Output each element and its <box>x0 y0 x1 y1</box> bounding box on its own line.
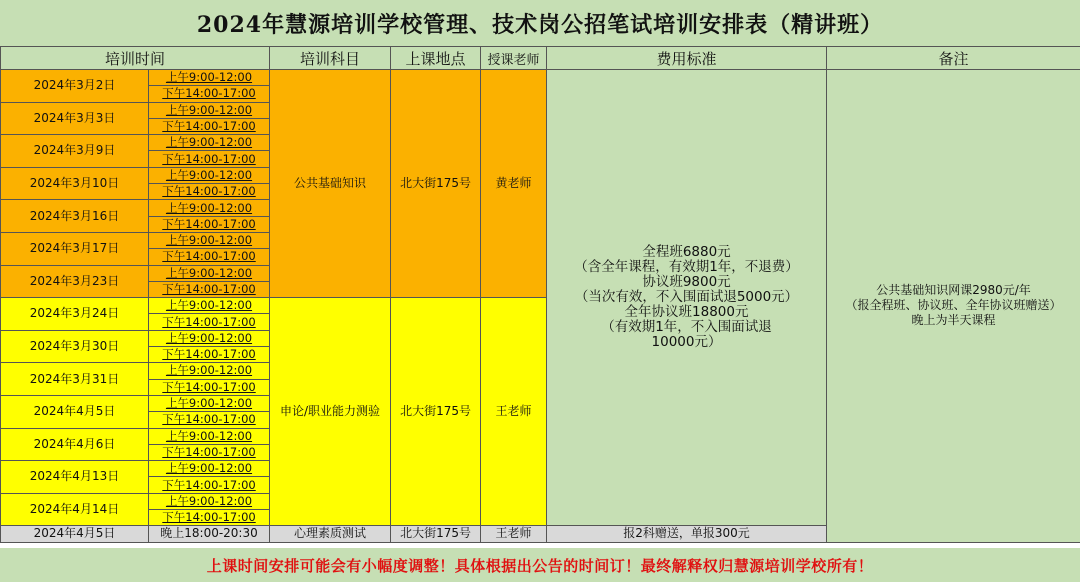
fee-line: 全程班6880元 <box>642 244 731 261</box>
fee-cell: 报2科赠送，单报300元 <box>547 526 827 542</box>
location-cell: 北大街175号 <box>391 298 481 526</box>
am-slot-cell: 上午9:00-12:00 <box>149 102 270 118</box>
fee-line: （当次有效，不入围面试退5000元） <box>574 289 799 306</box>
am-slot-cell: 上午9:00-12:00 <box>149 70 270 86</box>
pm-slot-cell: 下午14:00-17:00 <box>149 379 270 395</box>
pm-slot-cell: 下午14:00-17:00 <box>149 510 270 526</box>
am-slot-cell: 上午9:00-12:00 <box>149 232 270 248</box>
pm-slot-cell: 下午14:00-17:00 <box>149 249 270 265</box>
am-slot-cell: 上午9:00-12:00 <box>149 167 270 183</box>
header-row <box>1 47 1080 70</box>
fee-line: （含全年课程，有效期1年，不退费） <box>574 259 799 276</box>
header-teacher: 授课老师 <box>481 47 547 70</box>
pm-slot-cell: 下午14:00-17:00 <box>149 281 270 297</box>
date-cell: 2024年3月30日 <box>1 330 149 363</box>
pm-slot-cell: 下午14:00-17:00 <box>149 184 270 200</box>
date-cell: 2024年3月9日 <box>1 135 149 168</box>
subject-cell: 心理素质测试 <box>270 526 391 542</box>
date-cell: 2024年4月6日 <box>1 428 149 461</box>
am-slot-cell: 上午9:00-12:00 <box>149 363 270 379</box>
footer-disclaimer: 上课时间安排可能会有小幅度调整！具体根据出公告的时间订！最终解释权归慧源培训学校所有！ <box>0 548 1080 582</box>
header-subject: 培训科目 <box>270 47 391 70</box>
location-cell: 北大街175号 <box>391 526 481 542</box>
schedule-table <box>0 46 1080 543</box>
fee-line: 全年协议班18800元 <box>624 304 749 321</box>
date-cell: 2024年4月13日 <box>1 461 149 494</box>
notes-line: 晚上为半天课程 <box>911 313 996 328</box>
date-cell: 2024年3月16日 <box>1 200 149 233</box>
page-title: 2024年慧源培训学校管理、技术岗公招笔试培训安排表（精讲班） <box>0 0 1080 47</box>
location-cell: 北大街175号 <box>391 70 481 298</box>
date-cell: 2024年3月3日 <box>1 102 149 135</box>
notes-line: （报全程班、协议班、全年协议班赠送） <box>845 298 1062 313</box>
teacher-cell: 王老师 <box>481 298 547 526</box>
am-slot-cell: 上午9:00-12:00 <box>149 461 270 477</box>
pm-slot-cell: 下午14:00-17:00 <box>149 86 270 102</box>
pm-slot-cell: 下午14:00-17:00 <box>149 118 270 134</box>
evening-slot-cell: 晚上18:00-20:30 <box>149 526 270 542</box>
fee-line: 协议班9800元 <box>642 274 731 291</box>
am-slot-cell: 上午9:00-12:00 <box>149 265 270 281</box>
subject-cell: 公共基础知识 <box>270 70 391 298</box>
fee-line: 10000元） <box>651 334 722 351</box>
pm-slot-cell: 下午14:00-17:00 <box>149 216 270 232</box>
table-row <box>1 70 1080 86</box>
notes-cell <box>827 70 1080 543</box>
header-fee: 费用标准 <box>547 47 827 70</box>
subject-cell: 申论/职业能力测验 <box>270 298 391 526</box>
header-notes: 备注 <box>827 47 1080 70</box>
am-slot-cell: 上午9:00-12:00 <box>149 493 270 509</box>
date-cell: 2024年3月24日 <box>1 298 149 331</box>
am-slot-cell: 上午9:00-12:00 <box>149 395 270 411</box>
teacher-cell: 黄老师 <box>481 70 547 298</box>
date-cell: 2024年4月14日 <box>1 493 149 526</box>
pm-slot-cell: 下午14:00-17:00 <box>149 151 270 167</box>
date-cell: 2024年4月5日 <box>1 526 149 542</box>
pm-slot-cell: 下午14:00-17:00 <box>149 314 270 330</box>
date-cell: 2024年4月5日 <box>1 395 149 428</box>
pm-slot-cell: 下午14:00-17:00 <box>149 347 270 363</box>
date-cell: 2024年3月17日 <box>1 232 149 265</box>
date-cell: 2024年3月2日 <box>1 70 149 103</box>
header-time: 培训时间 <box>1 47 270 70</box>
am-slot-cell: 上午9:00-12:00 <box>149 298 270 314</box>
am-slot-cell: 上午9:00-12:00 <box>149 135 270 151</box>
am-slot-cell: 上午9:00-12:00 <box>149 200 270 216</box>
pm-slot-cell: 下午14:00-17:00 <box>149 444 270 460</box>
fee-line: （有效期1年，不入围面试退 <box>601 319 772 336</box>
pm-slot-cell: 下午14:00-17:00 <box>149 477 270 493</box>
header-location: 上课地点 <box>391 47 481 70</box>
am-slot-cell: 上午9:00-12:00 <box>149 330 270 346</box>
date-cell: 2024年3月31日 <box>1 363 149 396</box>
notes-line: 公共基础知识网课2980元/年 <box>876 283 1031 298</box>
pm-slot-cell: 下午14:00-17:00 <box>149 412 270 428</box>
date-cell: 2024年3月23日 <box>1 265 149 298</box>
teacher-cell: 王老师 <box>481 526 547 542</box>
date-cell: 2024年3月10日 <box>1 167 149 200</box>
fee-standard-cell <box>547 70 827 526</box>
am-slot-cell: 上午9:00-12:00 <box>149 428 270 444</box>
